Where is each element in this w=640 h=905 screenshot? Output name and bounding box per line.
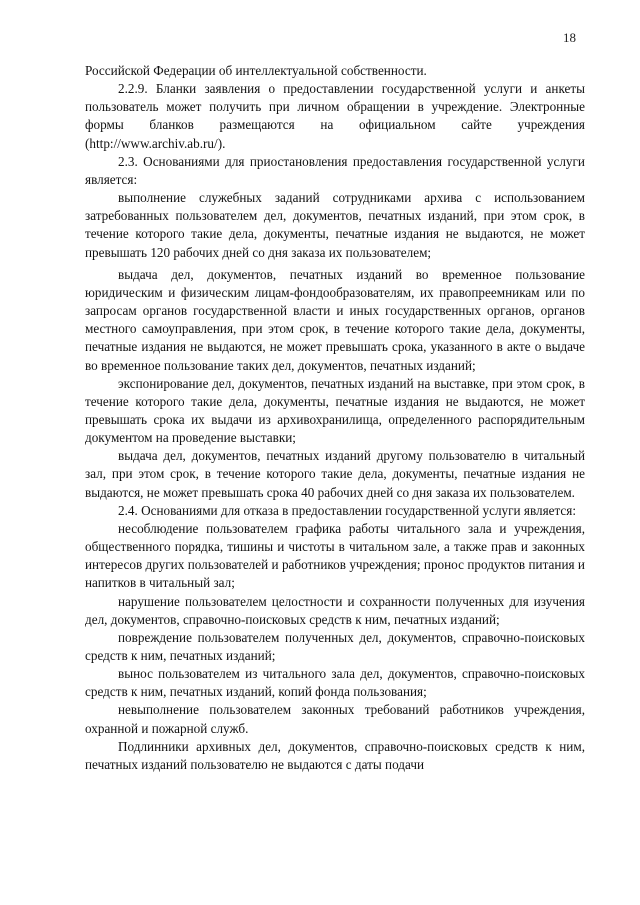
- paragraph: выдача дел, документов, печатных изданий во временное пользование юридическим и физическим лицам-фондообразователям, их правопреемникам или по запросам органов государственной власти и иных государственных органов, органов местного самоуправления, при этом срок, в течение которого такие дела, документы, печатные издания не выдаются, не может превышать срока, указанного в акте о выдаче во временное пользование таких дел, документов, печатных изданий;: [85, 266, 585, 373]
- paragraph: 2.4. Основаниями для отказа в предоставлении государственной услуги является:: [118, 502, 577, 518]
- paragraph: экспонирование дел, документов, печатных изданий на выставке, при этом срок, в течение которого такие дела, документы, печатные издания не выдаются, не может превышать срока их выдачи из архивохранилища, определенного распорядительным документом на проведение выставки;: [85, 375, 585, 446]
- paragraph: выполнение служебных заданий сотрудниками архива с использованием затребованных пользователем дел, документов, печатных изданий, при этом срок, в течение которого такие дела, документы, печатные издания не выдаются, не может превышать 120 рабочих дней со дня заказа их пользователем;: [85, 190, 585, 260]
- paragraph: повреждение пользователем полученных дел, документов, справочно-поисковых средств к ним, печатных изданий;: [85, 629, 585, 663]
- paragraph: нарушение пользователем целостности и сохранности полученных для изучения дел, документов, справочно-поисковых средств к ним, печатных изданий;: [85, 593, 585, 627]
- paragraph: Подлинники архивных дел, документов, справочно-поисковых средств к ним, печатных изданий пользователю не выдаются с даты подачи: [85, 738, 585, 772]
- paragraph: несоблюдение пользователем графика работы читального зала и учреждения, общественного порядка, тишины и чистоты в читальном зале, а также прав и законных интересов других пользователей и работников учреждения; пронос продуктов питания и напитков в читальный зал;: [85, 520, 585, 591]
- document-body: [85, 62, 585, 774]
- paragraph: 2.3. Основаниями для приостановления предоставления государственной услуги является:: [85, 153, 585, 187]
- paragraph: 2.2.9. Бланки заявления о предоставлении государственной услуги и анкеты пользователь может получить при личном обращении в учреждение. Электронные формы бланков размещаются на официальном сайте учреждения (http://www.archiv.ab.ru/).: [85, 81, 585, 151]
- paragraph: невыполнение пользователем законных требований работников учреждения, охранной и пожарной служб.: [85, 702, 585, 736]
- page-number: 18: [563, 30, 576, 45]
- paragraph: вынос пользователем из читального зала дел, документов, справочно-поисковых средств к ним, печатных изданий, копий фонда пользования;: [85, 666, 585, 700]
- paragraph: Российской Федерации об интеллектуальной собственности.: [85, 63, 427, 78]
- paragraph: выдача дел, документов, печатных изданий другому пользователю в читальный зал, при этом срок, в течение которого такие дела, документы, печатные издания не выдаются, не может превышать срока 40 рабочих дней со дня заказа их пользователем.: [85, 448, 585, 500]
